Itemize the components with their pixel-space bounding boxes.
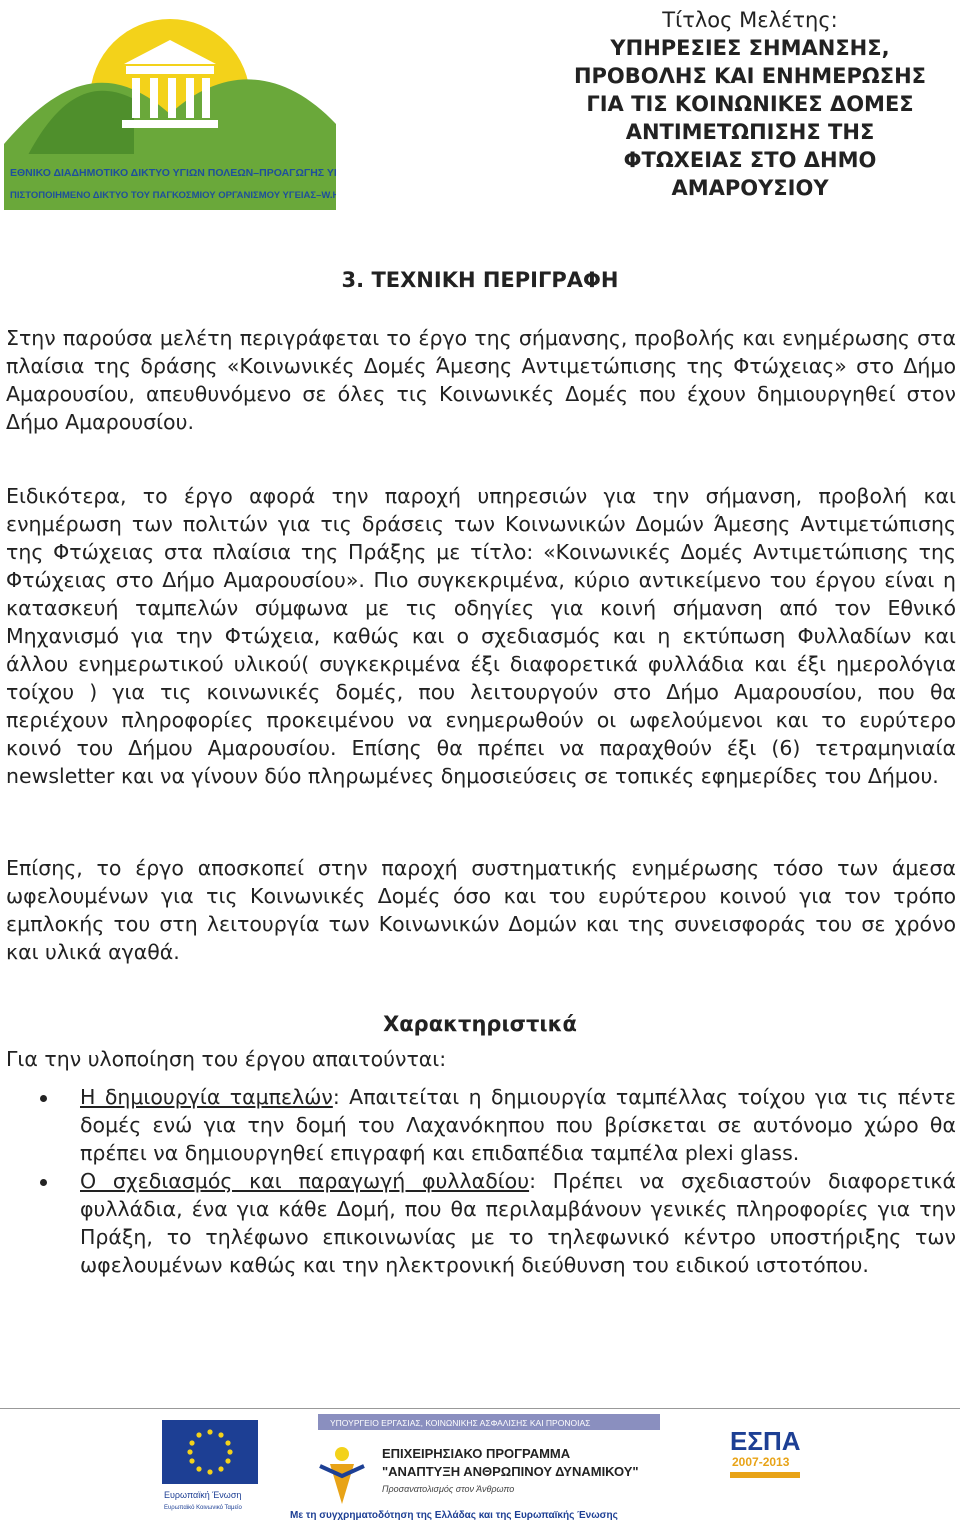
espa-years: 2007-2013	[732, 1455, 790, 1469]
study-title-line: ΥΠΗΡΕΣΙΕΣ ΣΗΜΑΝΣΗΣ,	[610, 36, 890, 60]
study-title-line: ΑΝΤΙΜΕΤΩΠΙΣΗΣ ΤΗΣ	[625, 120, 875, 144]
study-title-line: ΦΤΩΧΕΙΑΣ ΣΤΟ ΔΗΜΟ	[623, 148, 877, 172]
study-title-line: ΠΡΟΒΟΛΗΣ ΚΑΙ ΕΝΗΜΕΡΩΣΗΣ	[573, 64, 927, 88]
paragraph: Επίσης, το έργο αποσκοπεί στην παροχή συστηματικής ενημέρωσης τόσο των άμεσα ωφελουμένων για τις Κοινωνικές Δομές όσο και του ευρύτερου κοινού για τον τρόπο εμπλοκής του στη λειτουργία των Κοινωνικών Δομών και της συνεισφοράς του σε χρόνο και υλικά αγαθά.	[6, 856, 956, 964]
list-item	[6, 1083, 956, 1167]
bullet-icon	[40, 1095, 47, 1102]
eu-logo	[160, 1418, 260, 1513]
features-intro: Για την υλοποίηση του έργου απαιτούνται:	[6, 1047, 447, 1071]
health-cities-logo	[4, 4, 336, 210]
cofinance-text: Με τη συγχρηματοδότηση της Ελλάδας και της Ευρωπαϊκής Ένωσης	[290, 1510, 618, 1521]
feature-term: Ο σχεδιασμός και παραγωγή φυλλαδίου	[80, 1169, 530, 1193]
op-line1: ΕΠΙΧΕΙΡΗΣΙΑΚΟ ΠΡΟΓΡΑΜΜΑ	[382, 1446, 571, 1461]
logo-text-line2: ΠΙΣΤΟΠΟΙΗΜΕΝΟ ΔΙΚΤΥΟ ΤΟΥ ΠΑΓΚΟΣΜΙΟΥ ΟΡΓΑΝΙΣΜΟΥ ΥΓΕΙΑΣ–W.H.O.	[10, 190, 336, 201]
human-figure-icon	[320, 1447, 364, 1504]
op-line3: Προσανατολισμός στον Άνθρωπο	[382, 1484, 515, 1494]
eu-caption-line2: Ευρωπαϊκό Κοινωνικό Ταμείο	[164, 1505, 242, 1511]
paragraph: Στην παρούσα μελέτη περιγράφεται το έργο της σήμανσης, προβολής και ενημέρωσης στα πλαίσια της δράσης «Κοινωνικές Δομές Άμεσης Αντιμετώπισης της Φτώχειας» στο Δήμο Αμαρουσίου, απευθυνόμενο σε όλες τις Κοινωνικές Δομές που έχουν δημιουργηθεί στον Δήμο Αμαρουσίου.	[6, 326, 956, 434]
study-title-label: Τίτλος Μελέτης:	[662, 8, 838, 32]
list-item	[6, 1167, 956, 1279]
feature-term: Η δημιουργία ταμπελών	[80, 1085, 333, 1109]
operational-programme-icon	[290, 1414, 670, 1522]
operational-programme-logo	[290, 1414, 670, 1522]
espa-logo	[730, 1420, 802, 1484]
study-title	[548, 6, 952, 202]
bullet-icon	[40, 1179, 47, 1186]
paragraph: Ειδικότερα, το έργο αφορά την παροχή υπηρεσιών για την σήμανση, προβολή και ενημέρωση των πολιτών για τις δράσεις των Κοινωνικών Δομών Άμεσης Αντιμετώπισης της Φτώχειας στα πλαίσια της Πράξης με τίτλο: «Κοινωνικές Δομές Αντιμετώπισης της Φτώχειας στο Δήμο Αμαρουσίου». Πιο συγκεκριμένα, κύριο αντικείμενο του έργου είναι η κατασκευή ταμπελών σύμφωνα με τις οδηγίες για κοινή σήμανση από τον Εθνικό Μηχανισμό για την Φτώχεια, καθώς και ο σχεδιασμός και η εκτύπωση Φυλλαδίων και άλλου ενημερωτικού υλικού( συγκεκριμένα έξι διαφορετικά φυλλάδια και έξι ημερολόγια τοίχου ) για τις κοινωνικές δομές, που λειτουργούν στο Δήμο Αμαρουσίου, που θα περιέχουν πληροφορίες προκειμένου να ενημερωθούν οι ωφελούμενοι και το ευρύτερο κοινό του Δήμου Αμαρουσίου. Επίσης θα πρέπει να παραχθούν έξι (6) τετραμηνιαία newsletter και να γίνουν δύο πληρωμένες δημοσιεύσεις σε τοπικές εφημερίδες του Δήμου.	[6, 484, 956, 788]
feature-text: : Απαιτείται η δημιουργία ταμπέλλας τοίχου για τις πέντε δομές ενώ για την δομή του Λαχανόκηπου που βρίσκεται σε αυτόνομο χώρο θα πρέπει να δημιουργηθεί επιγραφή και επιδαπέδια ταμπέλα plexi glass.	[80, 1085, 956, 1165]
section-heading: 3. ΤΕΧΝΙΚΗ ΠΕΡΙΓΡΑΦΗ	[341, 268, 619, 292]
feature-text: : Πρέπει να σχεδιαστούν διαφορετικά φυλλάδια, ένα για κάθε Δομή, που θα περιλαμβάνουν γενικές πληροφορίες για την Πράξη, το τηλέφωνο επικοινωνίας με το τηλεφωνικό κέντρο υποστήριξης των ωφελουμένων καθώς και την ηλεκτρονική διεύθυνση του ειδικού ιστοτόπου.	[80, 1169, 956, 1277]
study-title-line: ΑΜΑΡΟΥΣΙΟΥ	[671, 176, 829, 200]
features-heading: Χαρακτηριστικά	[383, 1012, 577, 1036]
op-line2: "ΑΝΑΠΤΥΞΗ ΑΝΘΡΩΠΙΝΟΥ ΔΥΝΑΜΙΚΟΥ"	[382, 1464, 639, 1479]
footer-divider	[0, 1408, 960, 1409]
espa-logo-icon	[730, 1420, 802, 1484]
features-list	[6, 1083, 956, 1279]
ministry-banner: ΥΠΟΥΡΓΕΙΟ ΕΡΓΑΣΙΑΣ, ΚΟΙΝΩΝΙΚΗΣ ΑΣΦΑΛΙΣΗΣ ΚΑΙ ΠΡΟΝΟΙΑΣ	[330, 1418, 591, 1428]
espa-name: ΕΣΠΑ	[730, 1426, 801, 1456]
eu-caption-line1: Ευρωπαϊκή Ένωση	[164, 1490, 242, 1500]
health-cities-logo-icon	[4, 4, 336, 210]
eu-flag-icon	[160, 1418, 260, 1513]
logo-text-line1: ΕΘΝΙΚΟ ΔΙΑΔΗΜΟΤΙΚΟ ΔΙΚΤΥΟ ΥΓΙΩΝ ΠΟΛΕΩΝ–ΠΡΟΑΓΩΓΗΣ ΥΓΕΙΑΣ	[10, 167, 336, 179]
study-title-line: ΓΙΑ ΤΙΣ ΚΟΙΝΩΝΙΚΕΣ ΔΟΜΕΣ	[586, 92, 914, 116]
